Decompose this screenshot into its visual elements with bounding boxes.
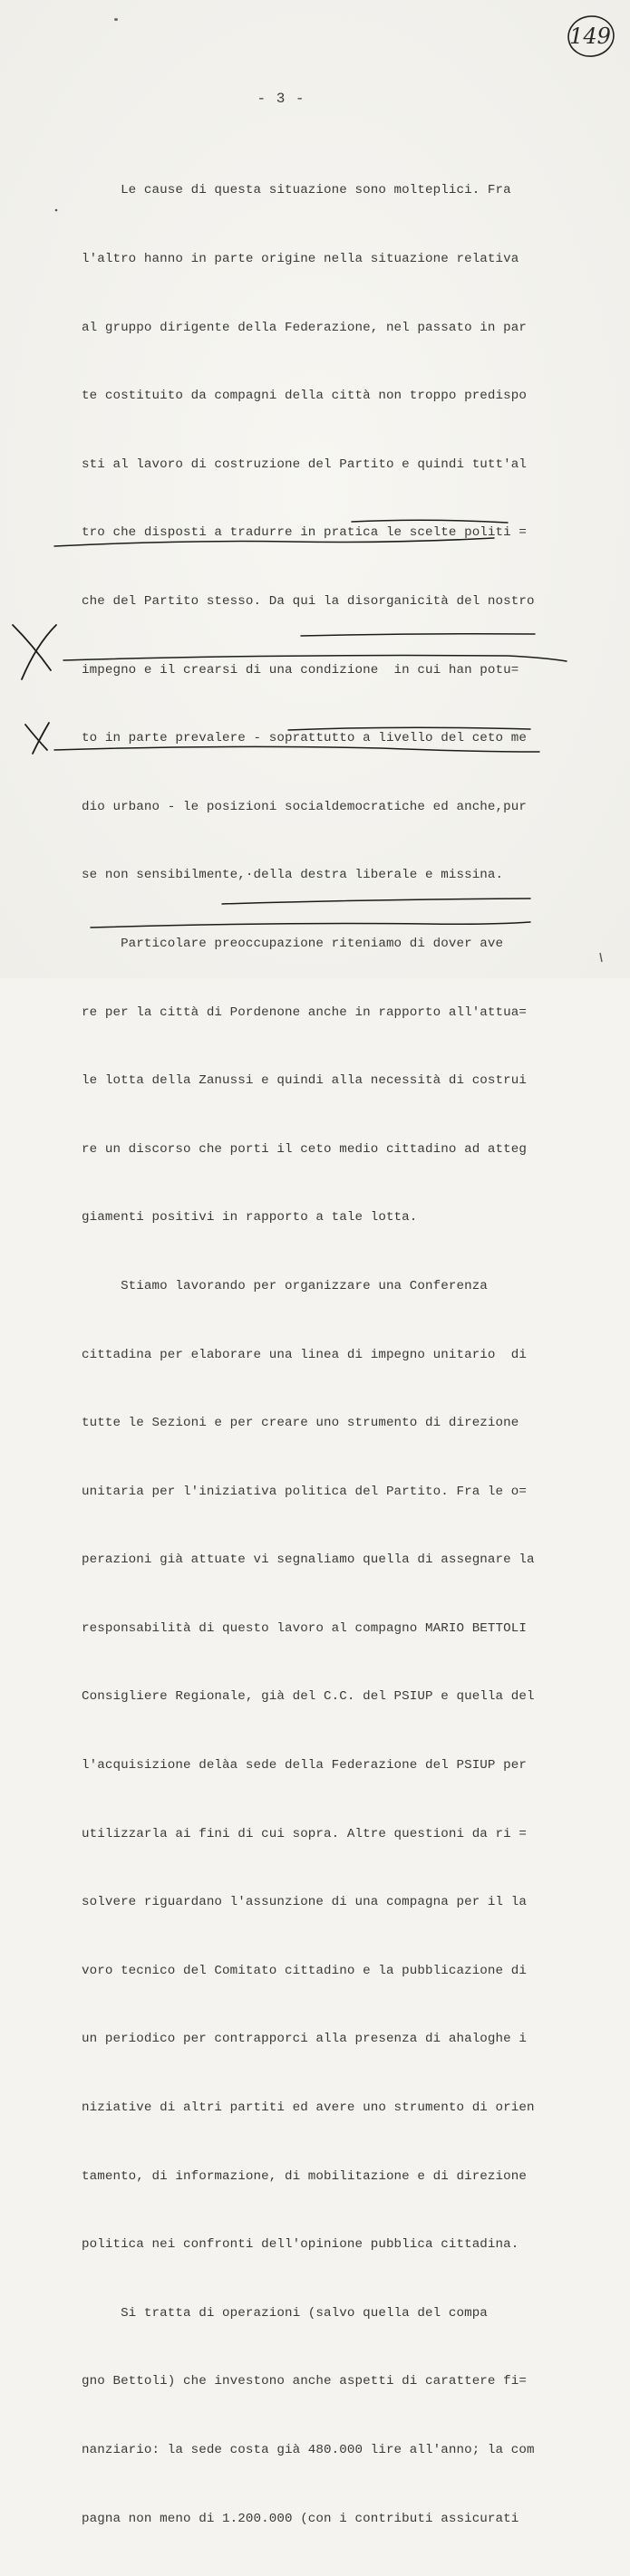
text-line: voro tecnico del Comitato cittadino e la pubblicazione di — [82, 1963, 527, 1978]
text-line: solvere riguardano l'assunzione di una compagna per il la — [82, 1895, 527, 1910]
text-line: un periodico per contrapporci alla presenza di ahaloghe i — [82, 2032, 527, 2047]
text-line: tamento, di informazione, di mobilitazione e di direzione — [82, 2168, 527, 2184]
text-line: te costituito da compagni della città non troppo predispo — [82, 389, 527, 404]
typewritten-body — [82, 134, 535, 2576]
x-mark-large-icon — [13, 625, 56, 679]
text-line: Si tratta di operazioni (salvo quella del compa — [82, 2305, 488, 2321]
archive-number: 149 — [569, 24, 611, 49]
text-line: perazioni già attuate vi segnaliamo quella di assegnare la — [82, 1552, 535, 1568]
text-line: le lotta della Zanussi e quindi alla necessità di costrui — [82, 1073, 527, 1089]
text-line: impegno e il crearsi di una condizione in cui han potu= — [82, 662, 519, 678]
text-line: al gruppo dirigente della Federazione, nel passato in par — [82, 320, 527, 335]
text-line: gno Bettoli) che investono anche aspetti di carattere fi= — [82, 2374, 527, 2389]
text-line: cittadina per elaborare una linea di impegno unitario di — [82, 1347, 527, 1362]
ink-speck — [600, 953, 602, 962]
text-line: responsabilità di questo lavoro al compagno MARIO BETTOLI — [82, 1620, 527, 1636]
text-line: giamenti positivi in rapporto a tale lotta. — [82, 1210, 418, 1226]
text-line: re per la città di Pordenone anche in rapporto all'attua= — [82, 1004, 527, 1020]
text-line: l'altro hanno in parte origine nella situazione relativa — [82, 252, 519, 266]
text-line: unitaria per l'iniziativa politica del Partito. Fra le o= — [82, 1484, 527, 1499]
text-line: se non sensibilmente,·della destra liberale e missina. — [82, 868, 504, 883]
text-line: niziative di altri partiti ed avere uno strumento di orien — [82, 2100, 535, 2116]
text-line: sti al lavoro di costruzione del Partito e quindi tutt'al — [82, 457, 527, 472]
paper-speck — [114, 18, 118, 21]
text-line: nanziario: la sede costa già 480.000 lire all'anno; la com — [82, 2443, 535, 2457]
text-line: Le cause di questa situazione sono molteplici. Fra — [82, 183, 511, 198]
text-line: che del Partito stesso. Da qui la disorganicità del nostro — [82, 593, 535, 609]
text-line: utilizzarla ai fini di cui sopra. Altre questioni da ri = — [82, 1826, 527, 1841]
text-line: tro che disposti a tradurre in pratica le scelte politi = — [82, 525, 527, 541]
text-line: tutte le Sezioni e per creare uno strumento di direzione — [82, 1416, 519, 1431]
ink-speck — [55, 209, 58, 212]
text-line: dio urbano - le posizioni socialdemocratiche ed anche,pur — [82, 799, 527, 814]
page-number: - 3 - — [257, 91, 305, 107]
text-line: to in parte prevalere - soprattutto a livello del ceto me — [82, 731, 527, 746]
text-line: Consigliere Regionale, già del C.C. del PSIUP e quella del — [82, 1689, 535, 1705]
text-line: Stiamo lavorando per organizzare una Conferenza — [82, 1278, 488, 1293]
text-line: Particolare preoccupazione riteniamo di dover ave — [82, 936, 504, 951]
text-line: politica nei confronti dell'opinione pubblica cittadina. — [82, 2237, 519, 2253]
x-mark-small-icon — [25, 723, 49, 754]
text-line: re un discorso che porti il ceto medio cittadino ad atteg — [82, 1141, 527, 1157]
text-line: l'acquisizione delàa sede della Federazione del PSIUP per — [82, 1758, 527, 1773]
text-line: pagna non meno di 1.200.000 (con i contributi assicurati — [82, 2511, 519, 2526]
